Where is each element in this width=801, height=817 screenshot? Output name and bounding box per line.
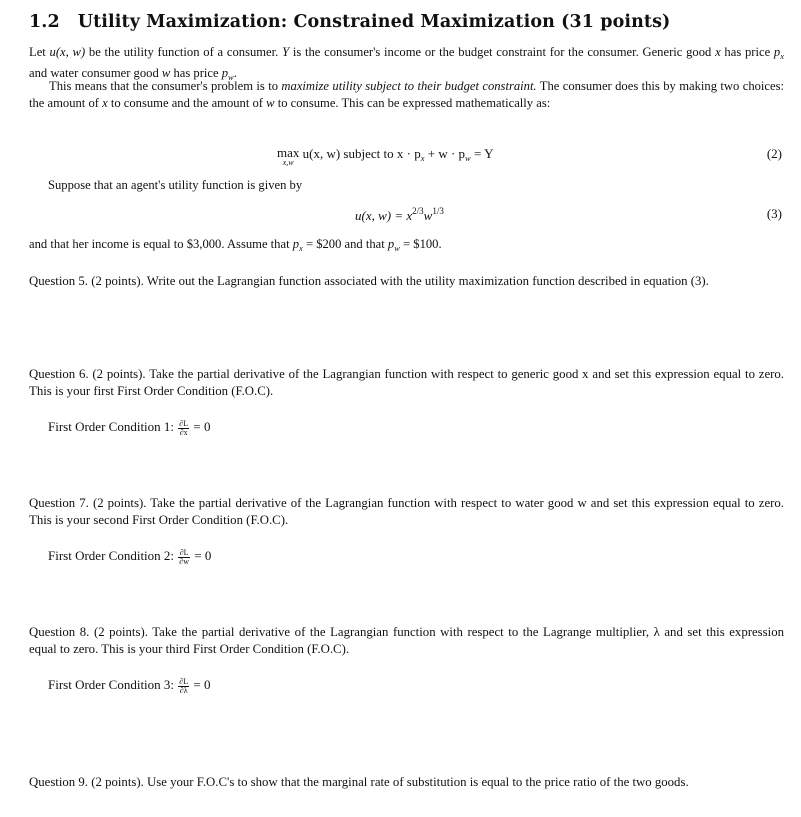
question-6: Question 6. (2 points). Take the partial derivative of the Lagrangian function with respect to generic good x and set this expression equal to zero. This is your first First Order Condition (F.O.C). bbox=[29, 367, 784, 398]
income-text: and that her income is equal to $3,000. Assume that $p_x$ = $200 and that $p_w$ = $100. bbox=[29, 237, 442, 253]
question-8: Question 8. (2 points). Take the partial derivative of the Lagrangian function with respect to the Lagrange multiplier, λ and set this expression equal to zero. This is your third First Order Condition (F.O.C). bbox=[29, 625, 784, 656]
question-9: Question 9. (2 points). Use your F.O.C's to show that the marginal rate of substitution is equal to the price ratio of the two goods. bbox=[29, 775, 689, 789]
suppose-text: Suppose that an agent's utility function is given by bbox=[48, 178, 303, 192]
equation-3: u(x, $w) = x^{2/3}w^{1/3}$ bbox=[355, 206, 444, 223]
equation-3-number: (3) bbox=[766, 206, 782, 221]
question-5: Question 5. (2 points). Write out the Lagrangian function associated with the utility maximization function described in equation (3). bbox=[29, 274, 709, 288]
section-heading bbox=[29, 12, 670, 32]
equation-2-number: (2) bbox=[766, 146, 782, 161]
section-title: Utility Maximization: Constrained Maximization (31 points) bbox=[77, 12, 671, 32]
question-7: Question 7. (2 points). Take the partial derivative of the Lagrangian function with respect to water good w and set this expression equal to zero. This is your second First Order Condition (F.O.C). bbox=[29, 496, 784, 527]
foc-1: First Order Condition 1: $\frac{\partial L}{\partial x}$ = 0 bbox=[48, 418, 211, 437]
intro-paragraph-2: This means that the consumer's problem is to maximize utility subject to their budget constraint. The consumer does this by making two choices: the amount of x to consume and the amount of w to consume. This can be expressed mathematically as: bbox=[29, 79, 784, 110]
foc-3: First Order Condition 3: $\frac{\partial L}{\partial\lambda}$ = 0 bbox=[48, 676, 211, 695]
section-number: 1.2 bbox=[29, 12, 60, 32]
max-operator: max x,w bbox=[277, 145, 300, 167]
foc-2: First Order Condition 2: $\frac{\partial L}{\partial w}$ = 0 bbox=[48, 547, 212, 566]
intro-paragraph-1: Let u(x, w) be the utility function of a consumer. Y is the consumer's income or the budget constraint for the consumer. Generic good x has price $p_x$ and water consumer good w has price $p_w$. bbox=[29, 45, 784, 82]
equation-2: max x,w u(x, w) subject to $x \cdot p_x + w \cdot p_w = Y$ bbox=[277, 145, 494, 167]
